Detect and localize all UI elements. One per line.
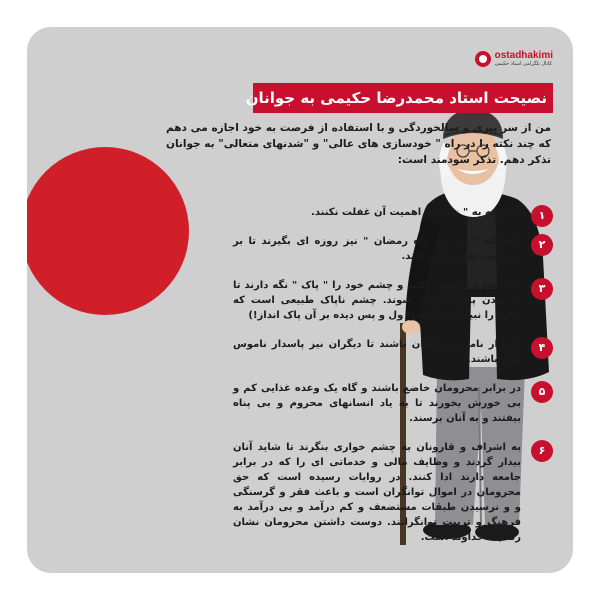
list-item: [233, 278, 553, 323]
ostadhakimi-logo-mark-icon: [475, 51, 491, 67]
list-item: [233, 381, 553, 426]
channel-logo: [475, 50, 553, 67]
item-number-badge: ۵: [531, 381, 553, 403]
item-number-badge: ۶: [531, 440, 553, 462]
list-item: [233, 205, 553, 220]
item-text: پاسدار ناموس دیگران باشند تا دیگران نیز پاسدار ناموس آنان باشند.: [233, 339, 521, 365]
item-number-badge: ۱: [531, 205, 553, 227]
item-text: به اشراف و قارونان به چشم خواری بنگرند تا شاید آنان بیدار گردند و وظایف مالی و خدماتی ای را که در برابر جامعه دارند ادا کنند. در روایات رسیده است که حق محرومان در اموال توانگران است و باعث فقر و گرسنگی و و نرسیدن طبقات مستضعف و کم درآمد و بی درآمد به فرهنگ و تربیت توانگرانند. دوست داشتن محرومان نشان رضایت خداوند است.: [233, 442, 521, 543]
item-number-badge: ۲: [531, 234, 553, 256]
item-text: از توجه به " نماز" و اهمیت آن غفلت نکنند.: [311, 207, 521, 218]
logo-name: ostadhakimi: [494, 50, 553, 61]
item-number-badge: ۴: [531, 337, 553, 359]
logo-subtitle: کانال تلگرامی استاد حکیمی: [494, 61, 552, 67]
item-number-badge: ۳: [531, 278, 553, 300]
poster-card: [27, 27, 573, 573]
intro-paragraph: من از سر پیری و سالخوردگی و با استفاده از فرصت به خود اجازه می دهم که چند نکته را در راه " خودسازی های عالی" و "شدنهای متعالی" به جوانان تذکر دهم. تذکر سودمند است:: [166, 122, 551, 166]
item-text: به نامحرم توجهی نکنند و چشم خود را " پاک " نگه دارند تا به دیدن پاکها موفق شوند. چشم ناپاک طبیعی است که پاکها را نبیند. (پاک شوا ول و پس دیده بر آن پاک انداز!): [233, 280, 521, 321]
advice-list: [233, 205, 553, 545]
list-item: [233, 337, 553, 367]
list-item: [233, 440, 553, 545]
item-text: گاه گاه " در غیر ماه رمضان " نیز روزه ای بگیرند تا بر حیوانیت نفس غلبه کنند.: [233, 236, 521, 262]
item-text: در برابر محرومان خاضع باشند و گاه یک وعده غذایی کم و بی خورش بخورند تا به یاد انسانهای محروم و بی پناه بیفتند و به آنان برسند.: [233, 383, 521, 424]
page-title: نصیحت استاد محمدرضا حکیمی به جوانان: [253, 83, 553, 113]
list-item: [233, 234, 553, 264]
